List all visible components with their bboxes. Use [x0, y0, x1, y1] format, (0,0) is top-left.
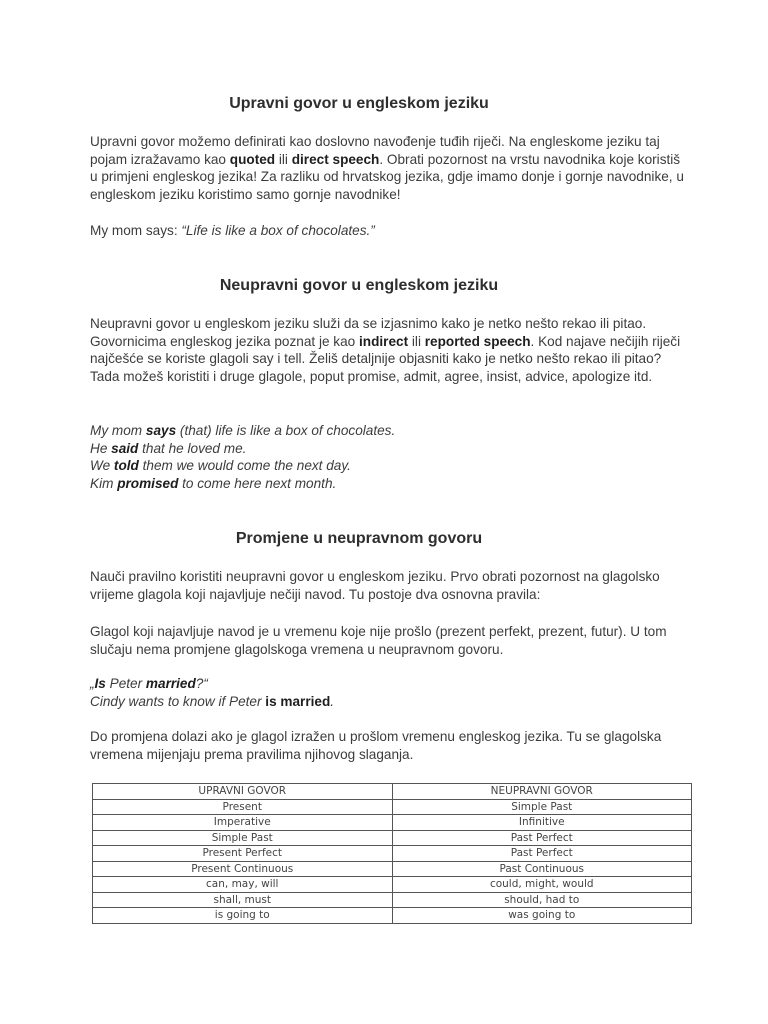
example-line — [90, 475, 690, 493]
direct-speech-example — [90, 222, 690, 240]
text-fragment: . Kod najave nečijih riječi najčešće se koriste glagoli say i tell. Želiš detaljnije objasniti kako je netko nešto rekao ili pitao? Tada možeš koristiti i druge glagole, poput promise, admit, agree, insist, advice, apologize itd. — [90, 333, 681, 384]
table-row — [93, 846, 692, 862]
text-fragment: . — [330, 693, 335, 709]
example-verb: is married — [265, 693, 331, 709]
table-cell: Simple Past — [392, 799, 692, 815]
table-cell: Infinitive — [392, 815, 692, 831]
text-fragment: to come here next month. — [178, 475, 337, 491]
text-fragment: He — [90, 440, 112, 456]
text-fragment: We — [90, 458, 114, 474]
table-row — [93, 877, 692, 893]
text-fragment: Upravni govor možemo definirati kao doslovno navođenje tuđih riječi. Na engleskome jeziku taj pojam izražavamo kao — [90, 134, 660, 167]
text-fragment: My mom — [90, 423, 146, 438]
term-indirect: indirect — [359, 333, 409, 349]
section-title-changes: Promjene u neupravnom govoru — [235, 530, 483, 547]
example-verb: said — [111, 440, 139, 456]
text-fragment: „ — [90, 676, 95, 691]
table-cell: Past Continuous — [392, 861, 692, 877]
table-row — [93, 830, 692, 846]
text-fragment: ?“ — [195, 676, 208, 691]
table-header-cell: NEUPRAVNI GOVOR — [392, 784, 692, 800]
term-quoted: quoted — [229, 151, 276, 167]
term-reported-speech: reported speech — [424, 333, 531, 349]
section-title-indirect-speech: Neupravni govor u engleskom jeziku — [219, 277, 499, 294]
table-cell: is going to — [93, 908, 393, 924]
table-row — [93, 892, 692, 908]
text-fragment: Peter — [105, 676, 146, 691]
example-verb: says — [145, 423, 177, 438]
table-cell: Present — [93, 799, 393, 815]
example-quote: “Life is like a box of chocolates.” — [181, 223, 375, 238]
table-cell: Imperative — [93, 815, 393, 831]
example-prefix: My mom says: — [90, 223, 182, 238]
table-row — [93, 861, 692, 877]
example-line — [90, 440, 690, 458]
table-row — [93, 815, 692, 831]
text-fragment: ili — [275, 151, 292, 167]
text-fragment: Kim — [90, 475, 118, 491]
direct-speech-intro — [90, 133, 690, 203]
example-verb: Is — [94, 676, 106, 691]
text-fragment: (that) life is like a box of chocolates. — [176, 423, 396, 438]
table-cell: should, had to — [392, 892, 692, 908]
tense-shift-table — [92, 783, 692, 924]
table-cell: was going to — [392, 908, 692, 924]
text-fragment: them we would come the next day. — [138, 458, 351, 474]
table-cell: Simple Past — [93, 830, 393, 846]
changes-example — [90, 675, 690, 710]
text-fragment: that he loved me. — [138, 440, 247, 456]
table-cell: shall, must — [93, 892, 393, 908]
changes-paragraph-2: Glagol koji najavljuje navod je u vremenu koje nije prošlo (prezent perfekt, prezent, futur). U tom slučaju nema promjene glagolskoga vremena u neupravnom govoru. — [90, 624, 667, 657]
table-cell: Present Continuous — [93, 861, 393, 877]
table-header-cell: UPRAVNI GOVOR — [93, 784, 393, 800]
changes-paragraph-3: Do promjena dolazi ako je glagol izražen u prošlom vremenu engleskog jezika. Tu se glagolska vremena mijenjaju prema pravilima njihovog slaganja. — [90, 729, 662, 762]
example-line — [90, 675, 690, 693]
table-cell: can, may, will — [93, 877, 393, 893]
table-cell: could, might, would — [392, 877, 692, 893]
table-row — [93, 908, 692, 924]
table-cell: Present Perfect — [93, 846, 393, 862]
term-direct-speech: direct speech — [291, 151, 380, 167]
example-line — [90, 422, 690, 440]
section-title-direct-speech: Upravni govor u engleskom jeziku — [229, 95, 489, 112]
indirect-speech-intro — [90, 315, 690, 385]
table-row — [93, 799, 692, 815]
table-cell: Past Perfect — [392, 830, 692, 846]
text-fragment: Neupravni govor u engleskom jeziku služi da se izjasnimo kako je netko nešto rekao ili pitao. Govornicima engleskog jezika poznat je kao — [90, 316, 647, 349]
table-body — [93, 784, 692, 924]
example-verb: married — [145, 676, 196, 691]
text-fragment: . Obrati pozornost na vrstu navodnika koje koristiš u primjeni engleskog jezika! Za razliku od hrvatskog jezika, gdje imamo donje i gornje navodnike, u engleskom jeziku koristimo samo gornje navodnike! — [90, 151, 684, 202]
changes-paragraph-1: Nauči pravilno koristiti neupravni govor u engleskom jeziku. Prvo obrati pozornost na glagolsko vrijeme glagola koji najavljuje nečiji navod. Tu postoje dva osnovna pravila: — [90, 569, 660, 602]
table-header-row — [93, 784, 692, 800]
table-cell: Past Perfect — [392, 846, 692, 862]
example-line — [90, 693, 690, 711]
example-line — [90, 457, 690, 475]
example-verb: promised — [117, 475, 179, 491]
indirect-speech-examples — [90, 422, 690, 492]
text-fragment: Cindy wants to know if Peter — [90, 693, 266, 709]
example-verb: told — [113, 458, 139, 474]
text-fragment: ili — [408, 333, 425, 349]
